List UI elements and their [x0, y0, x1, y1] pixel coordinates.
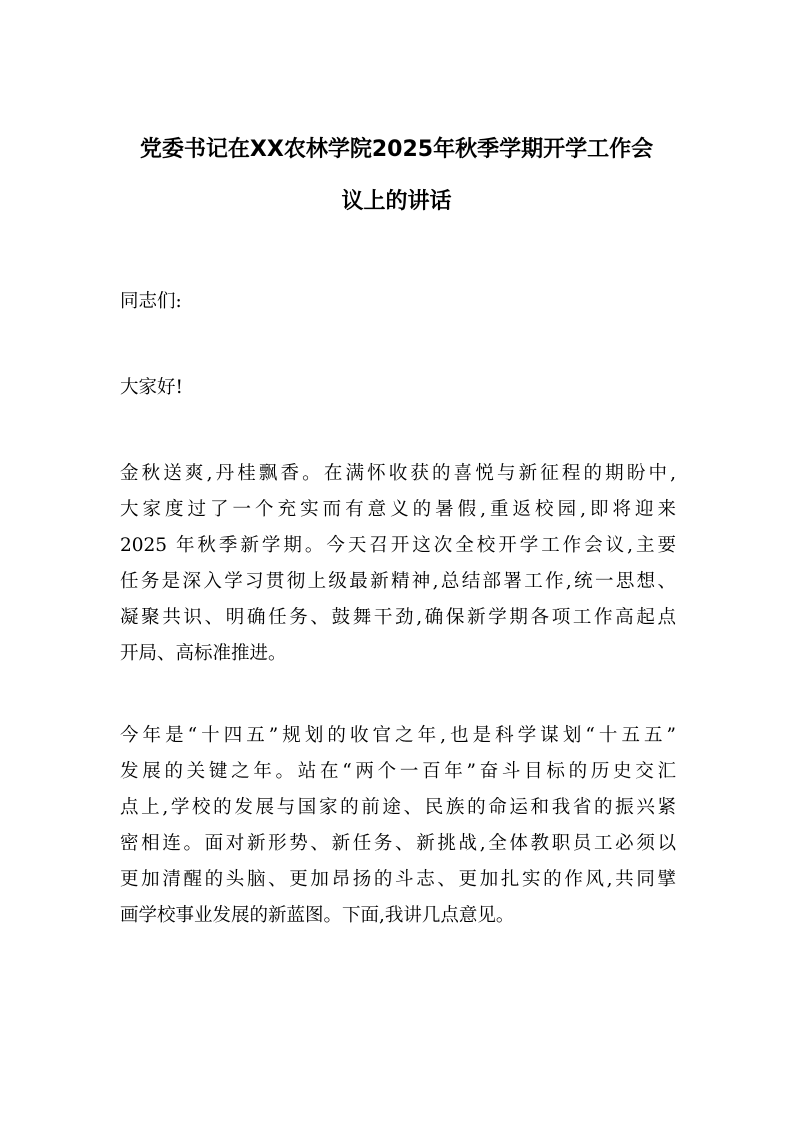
paragraph-line: 更加清醒的头脑、更加昂扬的斗志、更加扎实的作风,共同擘 — [120, 869, 676, 890]
paragraph-line: 画学校事业发展的新蓝图。下面,我讲几点意见。 — [120, 905, 515, 926]
greeting: 大家好! — [120, 377, 183, 398]
paragraph-line: 今年是“十四五”规划的收官之年,也是科学谋划“十五五” — [120, 725, 676, 746]
paragraph-line: 金秋送爽,丹桂飘香。在满怀收获的喜悦与新征程的期盼中, — [120, 463, 676, 484]
salutation: 同志们: — [120, 291, 182, 312]
title-line-2: 议上的讲话 — [341, 189, 452, 214]
paragraph-line: 点上,学校的发展与国家的前途、民族的命运和我省的振兴紧 — [120, 797, 676, 818]
document-title — [110, 124, 683, 228]
paragraph-line: 开局、高标准推进。 — [120, 643, 287, 664]
title-line-1: 党委书记在XX农林学院2025年秋季学期开学工作会 — [139, 137, 654, 162]
paragraph-line: 大家度过了一个充实而有意义的暑假,重返校园,即将迎来 — [120, 499, 676, 520]
paragraph-line: 发展的关键之年。站在“两个一百年”奋斗目标的历史交汇 — [120, 761, 676, 782]
paragraph-1 — [120, 456, 676, 672]
paragraph-line: 2025 年秋季新学期。今天召开这次全校开学工作会议,主要 — [120, 535, 676, 556]
paragraph-line: 任务是深入学习贯彻上级最新精神,总结部署工作,统一思想、 — [120, 571, 676, 592]
paragraph-line: 凝聚共识、明确任务、鼓舞干劲,确保新学期各项工作高起点 — [120, 607, 676, 628]
paragraph-line: 密相连。面对新形势、新任务、新挑战,全体教职员工必须以 — [120, 833, 676, 854]
paragraph-2 — [120, 718, 676, 934]
